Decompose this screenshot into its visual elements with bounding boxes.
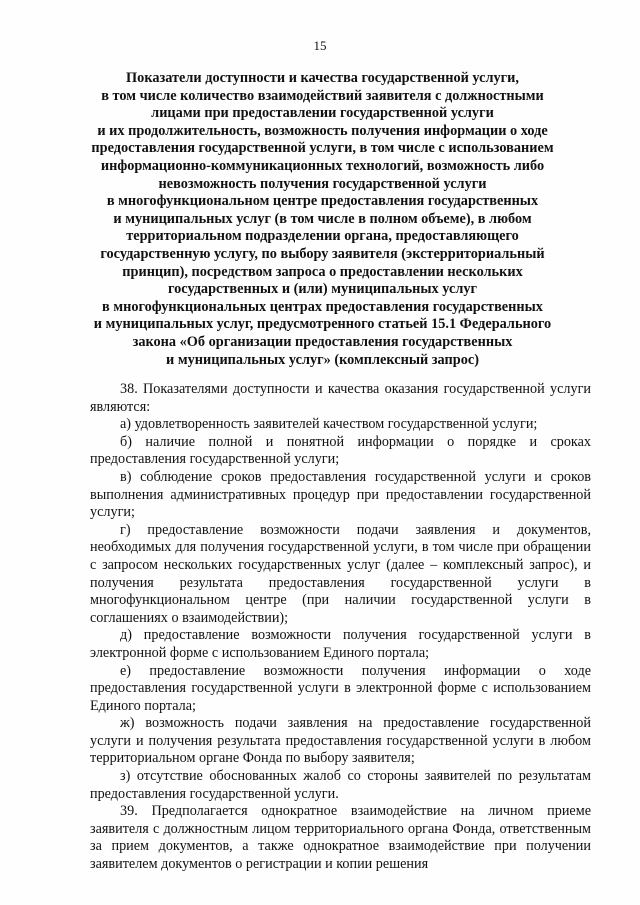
heading-line: в многофункциональном центре предоставления государственных [106,193,539,210]
heading-line: Показатели доступности и качества государственной услуги, [126,70,519,86]
heading-line: в том числе количество взаимодействий заявителя с должностными [101,87,544,104]
list-item-e: е) предоставление возможности получения информации о ходе предоставления государственной услуги в электронной форме с использованием Единого портала; [90,662,591,714]
list-item-a: а) удовлетворенность заявителей качеством государственной услуги; [120,416,538,433]
document-body [90,381,591,874]
heading-line: информационно-коммуникационных технологий, возможность либо [100,157,545,174]
heading-line: и муниципальных услуг» (комплексный запрос) [166,351,479,368]
heading-line: и муниципальных услуг (в том числе в полном объеме), в любом [113,210,532,227]
heading-line: и муниципальных услуг, предусмотренного статьей 15.1 Федерального [93,316,552,333]
heading-line: принцип), посредством запроса о предоставлении нескольких [122,263,523,280]
list-item-b: б) наличие полной и понятной информации о порядке и сроках предоставления государственной услуги; [90,433,591,468]
heading-line: государственную услугу, по выбору заявителя (экстерриториальный [100,245,545,262]
section-heading [60,70,585,369]
heading-line: государственных и (или) муниципальных услуг [168,281,477,298]
page-number: 15 [313,38,327,53]
list-item-d: д) предоставление возможности получения государственной услуги в электронной форме с использованием Единого портала; [90,627,591,661]
heading-line: лицами при предоставлении государственной услуги [151,105,494,122]
list-item-g: г) предоставление возможности подачи заявления и документов, необходимых для получения государственной услуги, в том числе при обращении с запросом нескольких государственных услуг (далее – комплексный запрос), и получения результата предоставления государственной услуги в многофункциональном центре (при наличии государственной услуги в соглашениях о взаимодействии); [90,521,591,626]
paragraph-38: 38. Показателями доступности и качества оказания государственной услуги являются: [90,381,591,415]
heading-line: в многофункциональных центрах предоставления государственных [102,298,543,315]
paragraph-39: 39. Предполагается однократное взаимодействие на личном приеме заявителя с должностным лицом территориального органа Фонда, ответственным за прием документов, а также однократное взаимодействие при получении заявителем документов о регистрации и копии решения [90,803,591,873]
list-item-z: з) отсутствие обоснованных жалоб со стороны заявителей по результатам предоставления государственной услуги. [90,768,591,802]
heading-line: невозможность получения государственной услуги [158,175,487,192]
list-item-v: в) соблюдение сроков предоставления государственной услуги и сроков выполнения административных процедур при предоставлении государственной услуги; [90,468,591,521]
heading-line: закона «Об организации предоставления государственных [132,333,513,350]
heading-line: территориальном подразделении органа, предоставляющего [126,228,519,245]
list-item-zh: ж) возможность подачи заявления на предоставление государственной услуги и получения результата предоставления государственной услуги в любом территориальном органе Фонда по выбору заявителя; [90,715,591,767]
heading-line: предоставления государственной услуги, в том числе с использованием [91,140,554,157]
heading-line: и их продолжительность, возможность получения информации о ходе [97,122,548,139]
